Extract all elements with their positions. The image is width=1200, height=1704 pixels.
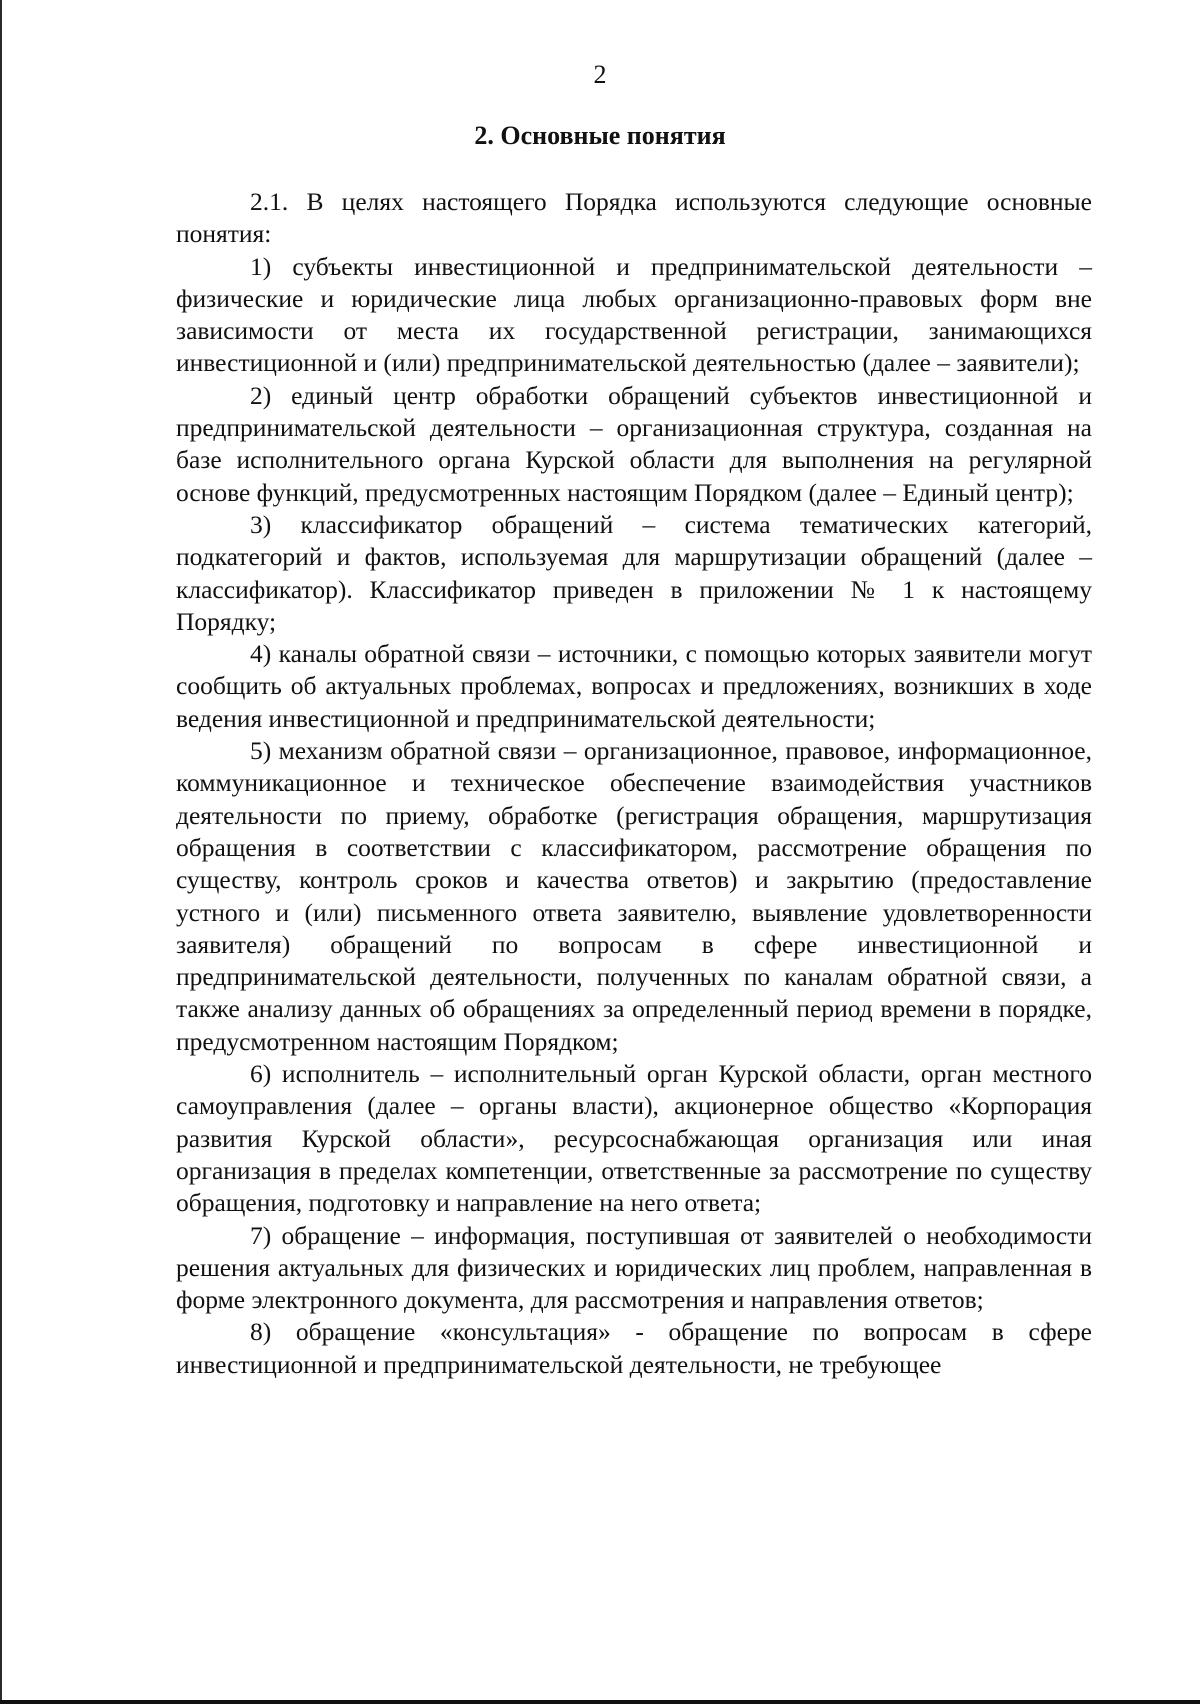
definition-6-executor: 6) исполнитель – исполнительный орган Курской области, орган местного самоуправления (далее – органы власти), акционерное общество «Корпорация развития Курской области», ресурсоснабжающая организация или иная организация в пределах компетенции, ответственные за рассмотрение по существу обращения, подготовку и направление на него ответа; <box>176 1059 1092 1218</box>
definition-1-subjects: 1) субъекты инвестиционной и предпринимательской деятельности – физические и юридические лица любых организационно-правовых форм вне зависимости от места их государственной регистрации, занимающихся инвестиционной и (или) предпринимательской деятельностью (далее – заявители); <box>176 251 1092 378</box>
definition-7-appeal: 7) обращение – информация, поступившая от заявителей о необходимости решения актуальных для физических и юридических лиц проблем, направленная в форме электронного документа, для рассмотрения и направления ответов; <box>176 1220 1092 1315</box>
definition-4-feedback-channels: 4) каналы обратной связи – источники, с помощью которых заявители могут сообщить об актуальных проблемах, вопросах и предложениях, возникших в ходе ведения инвестиционной и предпринимательской деятельности; <box>176 639 1092 733</box>
definition-3-classifier: 3) классификатор обращений – система тематических категорий, подкатегорий и фактов, используемая для маршрутизации обращений (далее – классификатор). Классификатор приведен в приложении № 1 к настоящему Порядку; <box>176 509 1092 636</box>
definition-2-single-center: 2) единый центр обработки обращений субъектов инвестиционной и предпринимательской деятельности – организационная структура, созданная на базе исполнительного органа Курской области для выполнения на регулярной основе функций, предусмотренных настоящим Порядком (далее – Единый центр); <box>176 380 1092 507</box>
definition-5-feedback-mechanism: 5) механизм обратной связи – организационное, правовое, информационное, коммуникационное и техническое обеспечение взаимодействия участников деятельности по приему, обработке (регистрация обращения, маршрутизация обращения в соответствии с классификатором, рассмотрение обращения по существу, контроль сроков и качества ответов) и закрытию (предоставление устного и (или) письменного ответа заявителю, выявление удовлетворенности заявителя) обращений по вопросам в сфере инвестиционной и предпринимательской деятельности, полученных по каналам обратной связи, а также анализу данных об обращениях за определенный период времени в порядке, предусмотренном настоящим Порядком; <box>176 736 1092 1056</box>
page-number: 2 <box>593 60 607 89</box>
definition-8-consultation: 8) обращение «консультация» - обращение по вопросам в сфере инвестиционной и предпринимательской деятельности, не требующее <box>176 1317 1092 1379</box>
paragraph-2-1: 2.1. В целях настоящего Порядка используются следующие основные понятия: <box>176 187 1092 249</box>
section-heading: 2. Основные понятия <box>474 121 726 150</box>
document-body <box>176 186 1092 1381</box>
scan-bottom-edge <box>0 1700 1200 1704</box>
scan-left-edge <box>0 0 2 1704</box>
